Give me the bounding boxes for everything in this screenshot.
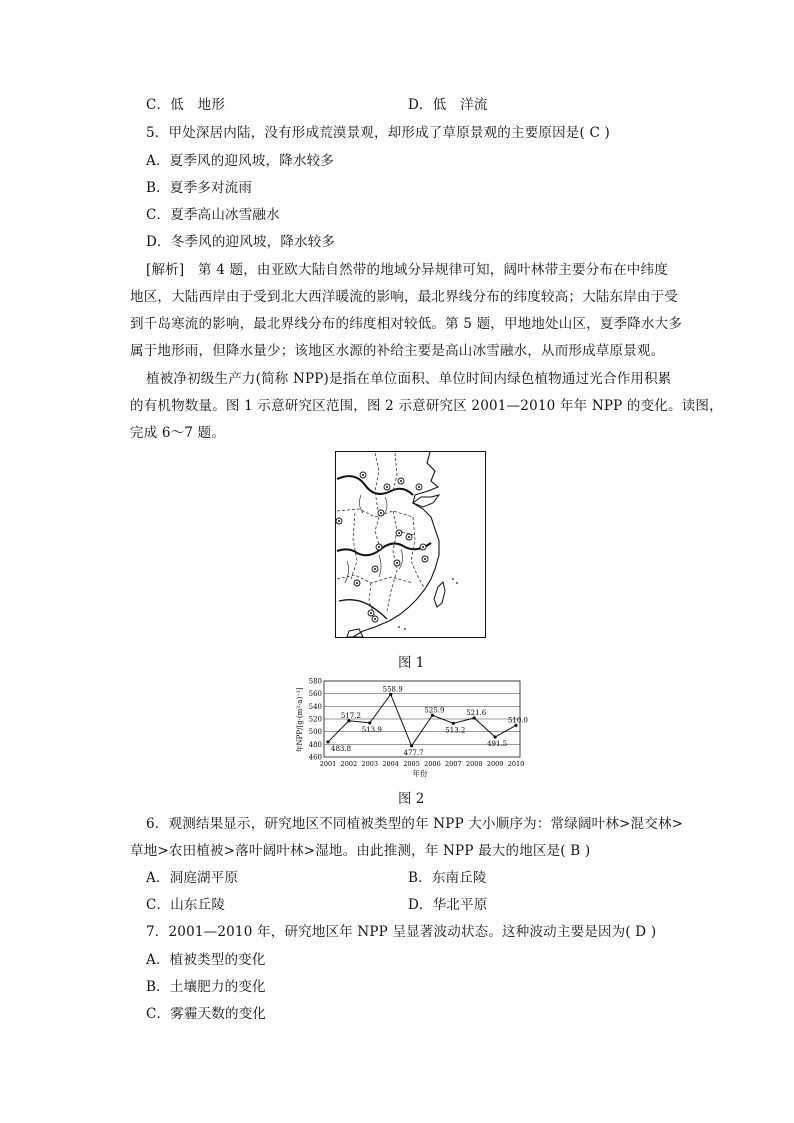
figure-2-chart — [294, 676, 528, 778]
figure-1-map — [335, 451, 486, 638]
chart-x-tick-label: 2006 — [424, 760, 441, 768]
q5-option-d: D．冬季风的迎风坡，降水较多 — [146, 234, 336, 250]
chart-y-ticks — [309, 678, 322, 762]
chart-x-tick-label: 2005 — [403, 760, 420, 768]
analysis-line-3: 到千岛寒流的影响，最北界线分布的纬度相对较低。第 5 题，甲地地处山区，夏季降水大多 — [130, 316, 683, 332]
chart-data-label: 513.9 — [361, 725, 382, 734]
chart-y-tick-label: 480 — [308, 740, 322, 749]
chart-x-tick-label: 2007 — [445, 760, 462, 768]
analysis-line-2: 地区，大陆西岸由于受到北大西洋暖流的影响，最北界线分布的纬度较高；大陆东岸由于受 — [130, 289, 678, 305]
chart-data-label: 483.8 — [331, 744, 352, 753]
q5-option-c: C．夏季高山冰雪融水 — [146, 207, 280, 223]
chart-y-tick-label: 520 — [308, 715, 322, 724]
chart-y-axis-label: 年NPP/[g·(m²·a)⁻¹] — [296, 687, 304, 753]
q6-option-c: C．山东丘陵 — [146, 897, 226, 913]
q6-option-a: A．洞庭湖平原 — [146, 870, 239, 886]
q5-option-a: A．夏季风的迎风坡，降水较多 — [146, 153, 335, 169]
q4-option-c: C．低 地形 — [146, 97, 226, 113]
q7-option-c: C．雾霾天数的变化 — [146, 1006, 267, 1022]
q6-option-d: D．华北平原 — [408, 897, 488, 913]
chart-x-tick-label: 2003 — [361, 760, 379, 768]
analysis-line-1: [解析] 第 4 题，由亚欧大陆自然带的地域分异规律可知，阔叶林带主要分布在中纬度 — [146, 262, 668, 278]
chart-x-tick-label: 2002 — [340, 760, 358, 768]
analysis-line-4: 属于地形雨，但降水量少；该地区水源的补给主要是高山冰雪融水，从而形成草原景观。 — [130, 343, 665, 359]
chart-data-label: 521.6 — [466, 708, 487, 717]
chart-data-label: 558.9 — [382, 685, 403, 694]
chart-data-label: 525.9 — [424, 706, 445, 715]
chart-x-axis-label: 年份 — [412, 769, 428, 778]
intro-line-3: 完成 6～7 题。 — [130, 425, 226, 441]
chart-y-tick-label: 580 — [308, 677, 322, 686]
chart-data-point — [410, 744, 413, 747]
chart-x-tick-label: 2009 — [486, 760, 504, 768]
q5-stem: 5．甲处深居内陆，没有形成荒漠景观，却形成了草原景观的主要原因是( C ) — [146, 125, 610, 141]
figure-1-caption: 图 1 — [398, 655, 425, 671]
chart-data-label: 513.2 — [445, 726, 466, 735]
q6-stem-line-1: 6．观测结果显示，研究地区不同植被类型的年 NPP 大小顺序为：常绿阔叶林>混交林> — [146, 816, 684, 832]
chart-data-label: 510.0 — [507, 716, 528, 725]
q7-stem: 7．2001—2010 年，研究地区年 NPP 呈显著波动状态。这种波动主要是因为( D ) — [146, 924, 657, 940]
chart-series-line — [328, 694, 516, 745]
figure-2-caption: 图 2 — [398, 791, 425, 807]
chart-y-tick-label: 500 — [308, 728, 322, 737]
q6-stem-line-2: 草地>农田植被>落叶阔叶林>湿地。由此推测，年 NPP 最大的地区是( B ) — [130, 843, 591, 859]
chart-data-point — [326, 740, 329, 743]
chart-data-label: 477.7 — [403, 748, 424, 757]
chart-data-label: 517.2 — [340, 711, 361, 720]
q7-option-b: B．土壤肥力的变化 — [146, 979, 266, 995]
intro-line-1: 植被净初级生产力(简称 NPP)是指在单位面积、单位时间内绿色植物通过光合作用积累 — [146, 371, 672, 387]
chart-x-ticks — [320, 760, 525, 768]
chart-x-tick-label: 2010 — [507, 760, 525, 768]
q5-option-b: B．夏季多对流雨 — [146, 180, 253, 196]
chart-x-tick-label: 2001 — [319, 760, 337, 768]
chart-data-point — [368, 721, 371, 724]
q7-option-a: A．植被类型的变化 — [146, 952, 266, 968]
q4-option-d: D．低 洋流 — [408, 97, 488, 113]
chart-y-tick-label: 560 — [308, 690, 322, 699]
intro-line-2: 的有机物数量。图 1 示意研究区范围，图 2 示意研究区 2001—2010 年年 NPP 的变化。读图， — [130, 398, 723, 414]
chart-data-label: 491.5 — [487, 740, 508, 749]
chart-x-tick-label: 2008 — [465, 760, 483, 768]
q6-option-b: B．东南丘陵 — [408, 870, 487, 886]
chart-series — [326, 685, 528, 756]
chart-x-tick-label: 2004 — [382, 760, 399, 768]
chart-y-tick-label: 460 — [308, 753, 322, 762]
chart-data-point — [494, 735, 497, 738]
chart-y-tick-label: 540 — [308, 702, 322, 711]
chart-data-point — [452, 722, 455, 725]
